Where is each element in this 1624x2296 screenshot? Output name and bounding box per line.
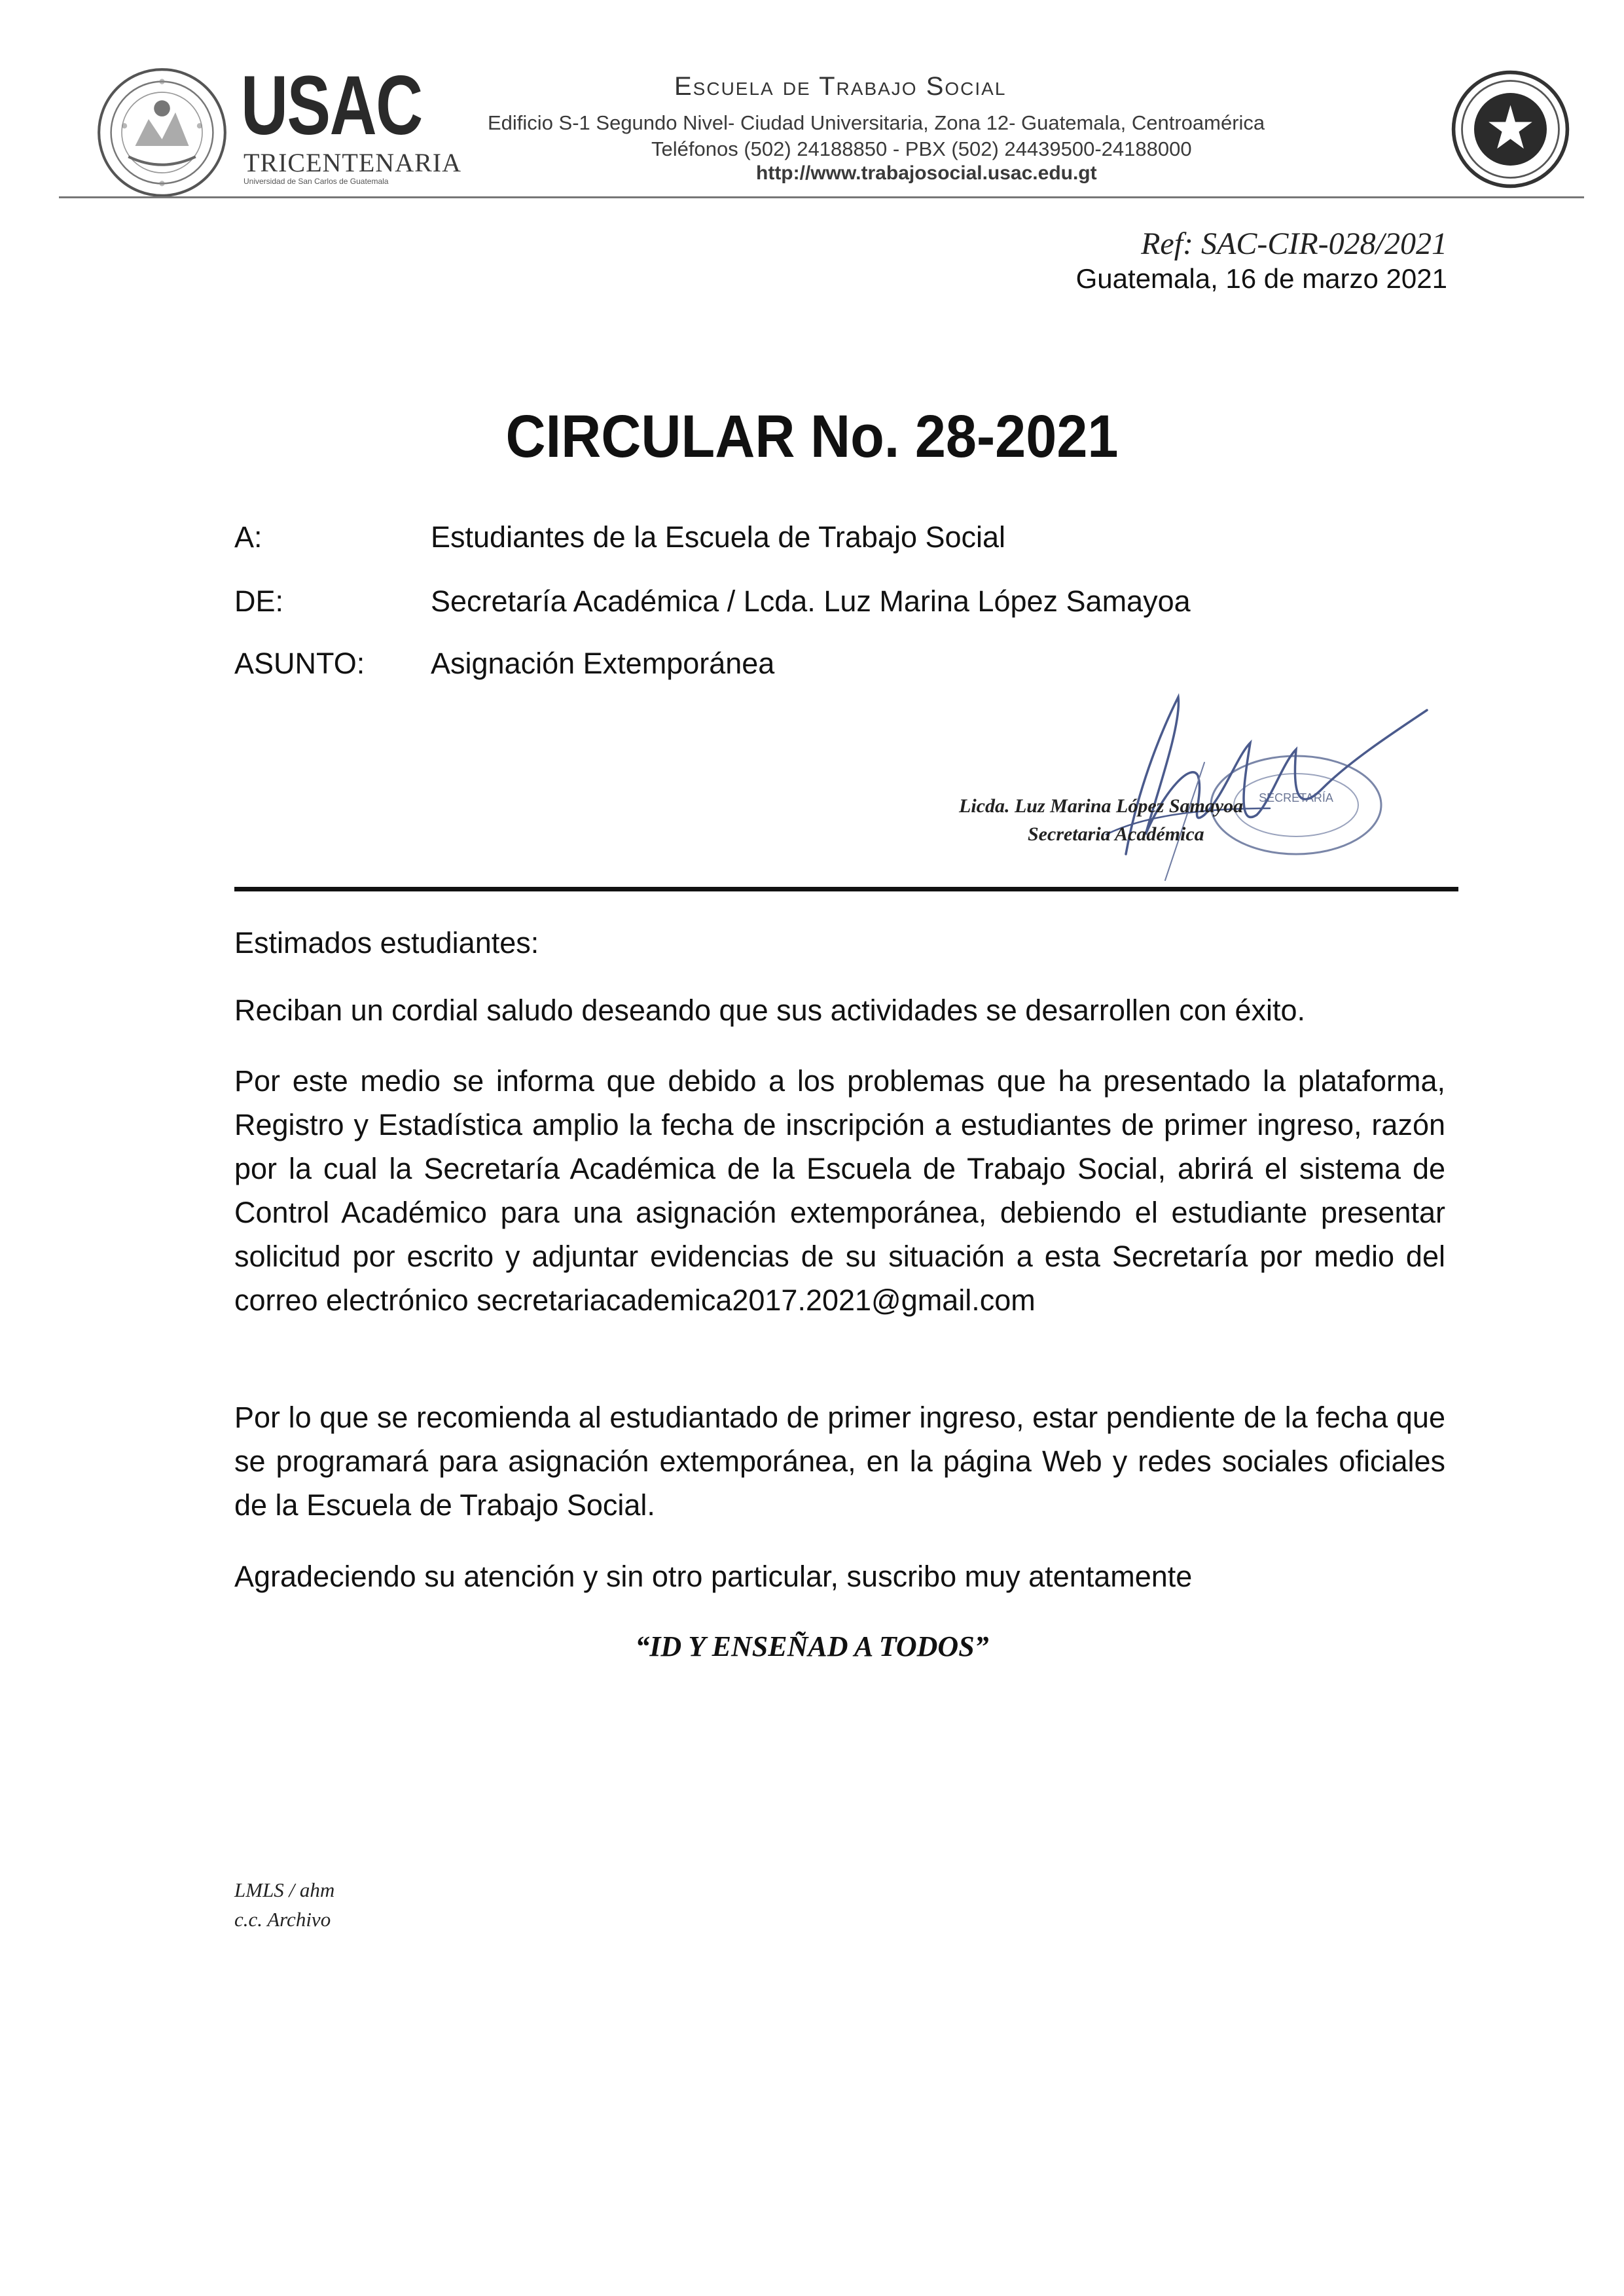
salutation: Estimados estudiantes: <box>234 926 539 960</box>
usac-tricentenaria: TRICENTENARIA <box>244 148 461 177</box>
circular-title: CIRCULAR No. 28-2021 <box>505 403 1119 470</box>
memo-to-label: A: <box>234 520 262 554</box>
paragraph-announcement: Por este medio se informa que debido a los problemas que ha presentado la plataforma, Registro y Estadística amplio la fecha de inscripción a estudiantes de primer ingreso, razón por la cual la Secretaría Académica de la Escuela de Trabajo Social, abrirá el sistema de Control Académico para una asignación extemporánea, debiendo el estudiante presentar solicitud por escrito y adjuntar evidencias de su situación a esta Secretaría por medio del correo electrónico secretariacademica2017.2021@gmail.com <box>234 1064 1445 1317</box>
paragraph-closing: Agradeciendo su atención y sin otro particular, suscribo muy atentamente <box>234 1560 1193 1593</box>
header-divider <box>59 196 1584 198</box>
paragraph-recommendation: Por lo que se recomienda al estudiantado de primer ingreso, estar pendiente de la fecha que se programará para asignación extemporánea, en la página Web y redes sociales oficiales de la Escuela de Trabajo Social. <box>234 1401 1445 1522</box>
memo-subject-value: Asignación Extemporánea <box>431 647 775 680</box>
memo-to-value: Estudiantes de la Escuela de Trabajo Social <box>431 520 1006 554</box>
usac-seal-icon <box>95 65 229 200</box>
stamp-text: SECRETARÍA <box>1259 791 1333 804</box>
usac-small-text: Universidad de San Carlos de Guatemala <box>244 177 389 186</box>
signatory-role: Secretaria Académica <box>1028 823 1204 845</box>
letterhead <box>59 52 1584 196</box>
university-motto: “ID Y ENSEÑAD A TODOS” <box>635 1630 989 1662</box>
section-divider <box>234 887 1458 891</box>
usac-brand: USAC <box>241 59 422 152</box>
memo-subject-label: ASUNTO: <box>234 647 365 680</box>
signatory-name: Licda. Luz Marina López Samayoa <box>959 795 1244 817</box>
memo-from-label: DE: <box>234 584 284 618</box>
author-initials: LMLS / ahm <box>234 1878 335 1901</box>
reference-number: Ref: SAC-CIR-028/2021 <box>1141 226 1447 261</box>
document-date: Guatemala, 16 de marzo 2021 <box>1075 263 1447 294</box>
website-link[interactable]: http://www.trabajosocial.usac.edu.gt <box>756 162 1097 184</box>
trabajo-social-seal-icon <box>1450 69 1571 190</box>
paragraph-greeting: Reciban un cordial saludo deseando que sus actividades se desarrollen con éxito. <box>234 994 1306 1027</box>
memo-from-value: Secretaría Académica / Lcda. Luz Marina López Samayoa <box>431 584 1191 618</box>
phones-line: Teléfonos (502) 24188850 - PBX (502) 24439500-24188000 <box>651 137 1192 160</box>
handwritten-signature <box>929 684 1440 893</box>
address-line: Edificio S-1 Segundo Nivel- Ciudad Universitaria, Zona 12- Guatemala, Centroamérica <box>488 111 1265 134</box>
school-name: Escuela de Trabajo Social <box>674 72 1007 101</box>
carbon-copy: c.c. Archivo <box>234 1908 331 1931</box>
